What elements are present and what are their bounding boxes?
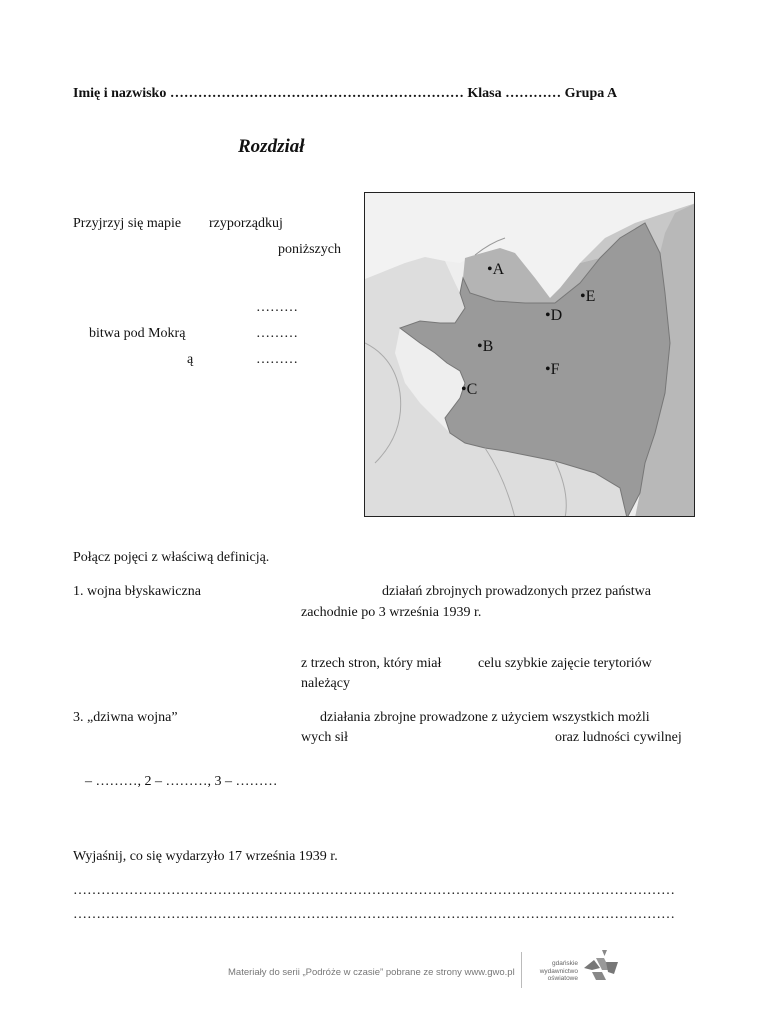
definition-3-line1: działania zbrojne prowadzone z użyciem wszystkich możli [320,710,650,725]
task1-instruction-part1: Przyjrzyj się mapie [73,216,182,231]
definition-3-line2b: oraz ludności cywilnej [555,730,682,745]
row3-label: ą [187,352,194,367]
answer-blank-3[interactable]: ……… [256,352,298,367]
name-class-group-line: Imię i nazwisko ……………………………………………………… Klasa ………… Grupa A [73,86,618,101]
answer-line-1[interactable]: ………………………………………………………………………………………………………………… [73,883,675,898]
footer-source-text: Materiały do serii „Podróże w czasie” pobrane ze strony www.gwo.pl [228,967,515,978]
answer-line-2[interactable]: ………………………………………………………………………………………………………………… [73,907,675,922]
term-1: 1. wojna błyskawiczna [73,584,201,599]
task1-instruction-part3: poniższych [278,242,341,257]
task3-question: Wyjaśnij, co się wydarzyło 17 września 1939 r. [73,849,338,864]
definition-2-line1b: celu szybkie zajęcie terytoriów [478,656,652,671]
battle-mokra-label: bitwa pod Mokrą [89,326,186,341]
publisher-logo-text: gdańskie wydawnictwo oświatowe [539,960,578,982]
map-label-f: •F [545,361,560,378]
definition-1-line2: zachodnie po 3 września 1939 r. [301,605,482,620]
answer-blank-1[interactable]: ……… [256,300,298,315]
answer-blank-2[interactable]: ……… [256,326,298,341]
gwo-logo-icon [580,948,622,987]
map-label-b: •B [477,338,494,355]
definition-2-line1a: z trzech stron, który miał [301,656,442,671]
definition-1-line1: działań zbrojnych prowadzonych przez państwa [382,584,651,599]
map-label-a: •A [487,261,505,278]
footer-divider [521,952,522,988]
definition-3-line2a: wych sił [301,730,349,745]
matching-answers[interactable]: – ………, 2 – ………, 3 – ……… [85,774,278,789]
map-label-c: •C [461,381,478,398]
term-3: 3. „dziwna wojna” [73,710,178,725]
page-title: Rozdział [238,136,305,157]
map-poland-1939 [364,192,695,517]
definition-2-line2: należący [301,676,350,691]
task1-instruction-part2: rzyporządkuj [209,216,283,231]
map-svg [365,193,695,517]
map-label-e: •E [580,288,596,305]
task2-instruction: Połącz pojęci z właściwą definicją. [73,550,270,565]
map-label-d: •D [545,307,563,324]
